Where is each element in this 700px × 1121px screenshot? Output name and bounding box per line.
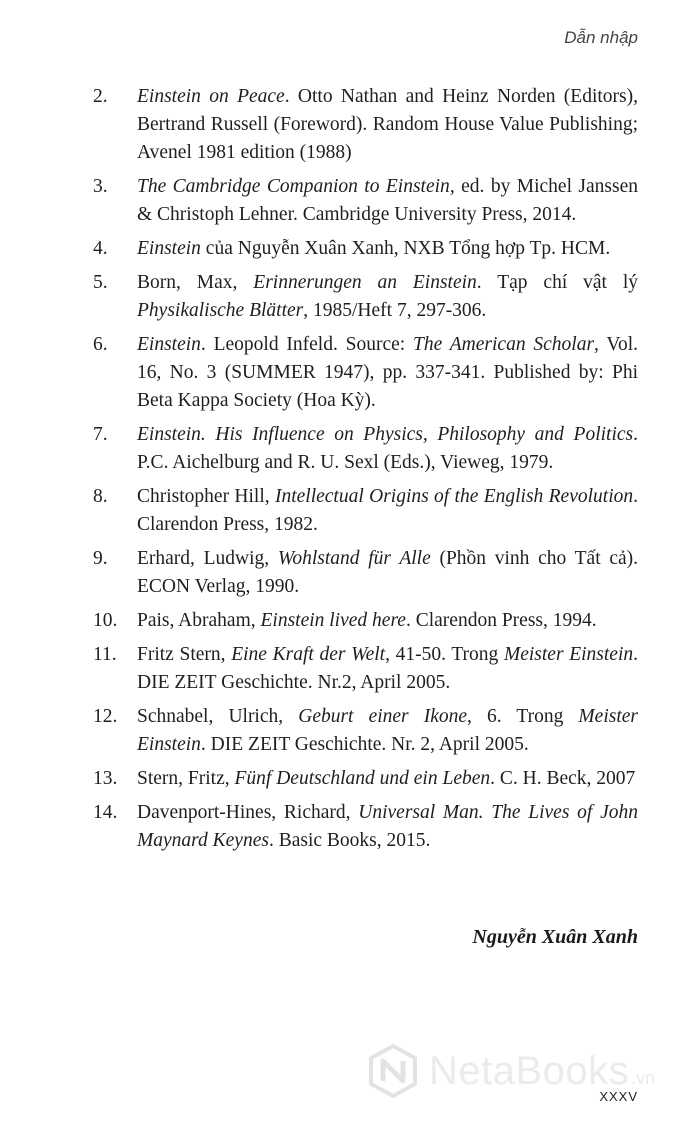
reference-item — [93, 545, 638, 601]
reference-item — [93, 269, 638, 325]
reference-title: Einstein — [137, 334, 201, 355]
reference-text — [137, 799, 638, 855]
reference-item — [93, 483, 638, 539]
reference-detail: . Otto Nathan and Heinz Norden (Editors), Bertrand Russell (Foreword). Random House Value Publishing; Avenel 1981 edition (1988) — [137, 86, 638, 163]
reference-item — [93, 607, 638, 635]
watermark-suffix: .vn — [631, 1067, 656, 1088]
reference-number: 10. — [93, 610, 118, 631]
reference-text — [137, 607, 638, 635]
page-number: XXXV — [599, 1089, 638, 1104]
reference-item — [93, 703, 638, 759]
reference-detail: . DIE ZEIT Geschichte. Nr.2, April 2005. — [137, 644, 638, 693]
reference-title: Geburt einer Ikone — [298, 706, 468, 727]
reference-item — [93, 331, 638, 415]
running-header: Dẫn nhập — [564, 28, 638, 47]
reference-detail: Schnabel, Ulrich, — [137, 706, 299, 727]
reference-number: 7. — [93, 424, 108, 445]
reference-number: 2. — [93, 86, 108, 107]
reference-detail: . Leopold Infeld. Source: — [200, 334, 414, 355]
n-logo-icon — [365, 1043, 421, 1099]
reference-detail: . P.C. Aichelburg and R. U. Sexl (Eds.), Vieweg, 1979. — [137, 424, 638, 473]
reference-item — [93, 421, 638, 477]
reference-detail: Christopher Hill, — [137, 486, 275, 507]
reference-item — [93, 173, 638, 229]
reference-text — [137, 235, 638, 263]
reference-detail: . Clarendon Press, 1982. — [137, 486, 638, 535]
reference-number: 14. — [93, 802, 118, 823]
reference-title: The Cambridge Companion to Einstein — [137, 176, 450, 197]
author-signature: Nguyễn Xuân Xanh — [472, 926, 638, 948]
reference-detail: Davenport-Hines, Richard, — [137, 802, 359, 823]
reference-text — [137, 545, 638, 601]
reference-detail: , 1985/Heft 7, 297-306. — [303, 300, 487, 321]
reference-number: 13. — [93, 768, 118, 789]
reference-title: Fünf Deutschland und ein Leben — [234, 768, 491, 789]
watermark-text: NetaBooks — [429, 1048, 630, 1093]
reference-item — [93, 765, 638, 793]
reference-text — [137, 703, 638, 759]
reference-detail: , Vol. 16, No. 3 (SUMMER 1947), pp. 337-341. Published by: Phi Beta Kappa Society (Hoa Kỳ). — [137, 334, 638, 411]
reference-item — [93, 641, 638, 697]
reference-detail: , 6. Trong — [467, 706, 579, 727]
reference-text — [137, 641, 638, 697]
reference-title: Einstein. His Influence on Physics, Philosophy and Politics — [137, 424, 634, 445]
reference-detail: , 41-50. Trong — [385, 644, 504, 665]
reference-title: Meister Einstein — [137, 706, 638, 755]
reference-number: 8. — [93, 486, 108, 507]
reference-text — [137, 421, 638, 477]
reference-detail: . Tạp chí vật lý — [476, 272, 639, 293]
reference-number: 3. — [93, 176, 108, 197]
reference-detail: Fritz Stern, — [137, 644, 232, 665]
reference-title: Einstein on Peace — [137, 86, 285, 107]
reference-list — [93, 83, 638, 861]
reference-text — [137, 765, 638, 793]
reference-detail: . C. H. Beck, 2007 — [490, 768, 636, 789]
reference-title: Erinnerungen an Einstein — [253, 272, 477, 293]
reference-title: Meister Einstein — [503, 644, 634, 665]
reference-title: Eine Kraft der Welt — [231, 644, 386, 665]
reference-title: Universal Man. The Lives of John Maynard Keynes — [137, 802, 638, 851]
reference-number: 5. — [93, 272, 108, 293]
reference-title: Einstein — [137, 238, 201, 259]
reference-item — [93, 235, 638, 263]
reference-detail: Born, Max, — [137, 272, 254, 293]
reference-title: The American Scholar — [413, 334, 595, 355]
reference-number: 11. — [93, 644, 117, 665]
reference-detail: , ed. by Michel Janssen & Christoph Lehner. Cambridge University Press, 2014. — [137, 176, 638, 225]
reference-title: Physikalische Blätter — [137, 300, 304, 321]
reference-text — [137, 269, 638, 325]
reference-text — [137, 83, 638, 167]
reference-detail: Stern, Fritz, — [137, 768, 235, 789]
reference-item — [93, 83, 638, 167]
reference-detail: Pais, Abraham, — [137, 610, 261, 631]
reference-item — [93, 799, 638, 855]
reference-number: 6. — [93, 334, 108, 355]
reference-detail: Erhard, Ludwig, — [137, 548, 278, 569]
reference-title: Einstein lived here — [260, 610, 406, 631]
reference-text — [137, 173, 638, 229]
reference-detail: . Clarendon Press, 1994. — [405, 610, 597, 631]
reference-text — [137, 331, 638, 415]
reference-detail: (Phồn vinh cho Tất cả). ECON Verlag, 1990. — [137, 548, 639, 597]
reference-number: 9. — [93, 548, 108, 569]
reference-title: Intellectual Origins of the English Revolution — [274, 486, 634, 507]
reference-detail: . DIE ZEIT Geschichte. Nr. 2, April 2005. — [200, 734, 529, 755]
reference-number: 12. — [93, 706, 118, 727]
reference-detail: . Basic Books, 2015. — [268, 830, 431, 851]
reference-detail: của Nguyễn Xuân Xanh, NXB Tổng hợp Tp. HCM. — [200, 238, 611, 259]
reference-title: Wohlstand für Alle — [277, 548, 431, 569]
reference-number: 4. — [93, 238, 108, 259]
reference-text — [137, 483, 638, 539]
